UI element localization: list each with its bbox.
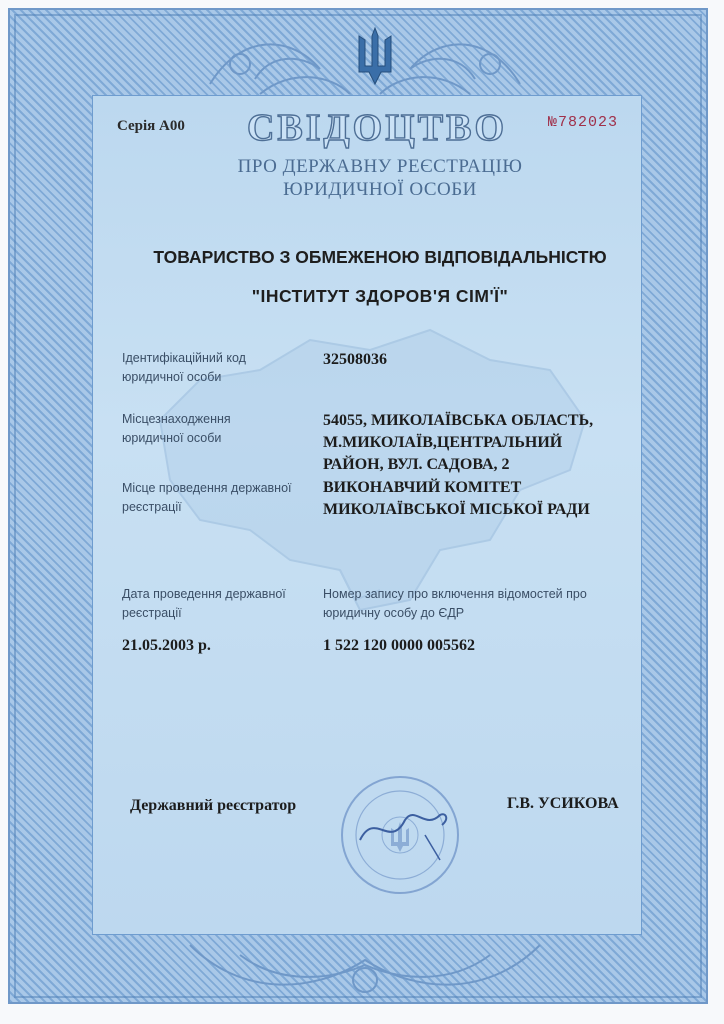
registration-place-value: ВИКОНАВЧИЙ КОМІТЕТ МИКОЛАЇВСЬКОЇ МІСЬКОЇ РАДИ (323, 479, 590, 518)
series-label: Серія А00 (117, 118, 185, 134)
id-code-value: 32508036 (323, 351, 387, 368)
subtitle-line-1: ПРО ДЕРЖАВНУ РЕЄСТРАЦІЮ (237, 156, 523, 177)
registration-place-label: Місце проведення державної реєстрації (122, 481, 292, 514)
record-number-value: 1 522 120 0000 005562 (323, 637, 475, 654)
registration-date-label: Дата проведення державної реєстрації (122, 587, 286, 620)
record-number-label: Номер запису про включення відомостей про юридичну особу до ЄДР (323, 587, 587, 620)
location-value: 54055, МИКОЛАЇВСЬКА ОБЛАСТЬ, М.МИКОЛАЇВ,ЦЕНТРАЛЬНИЙ РАЙОН, ВУЛ. САДОВА, 2 (323, 412, 594, 473)
document-title: СВІДОЦТВО (246, 107, 508, 149)
entity-type: ТОВАРИСТВО З ОБМЕЖЕНОЮ ВІДПОВІДАЛЬНІСТЮ (153, 247, 607, 267)
official-seal-icon (330, 770, 470, 900)
id-code-label: Ідентифікаційний код юридичної особи (122, 351, 246, 384)
subtitle-line-2: ЮРИДИЧНОЇ ОСОБИ (283, 179, 477, 200)
trident-icon (355, 26, 395, 86)
registration-date-value: 21.05.2003 р. (122, 637, 211, 654)
certificate-number: №782023 (548, 114, 619, 131)
location-label: Місцезнаходження юридичної особи (122, 412, 231, 445)
registrar-name: Г.В. УСИКОВА (507, 795, 619, 812)
bottom-ornament-icon (180, 935, 550, 1005)
entity-name: "ІНСТИТУТ ЗДОРОВ'Я СІМ'Ї" (251, 286, 509, 306)
registrar-label: Державний реєстратор (130, 797, 297, 814)
